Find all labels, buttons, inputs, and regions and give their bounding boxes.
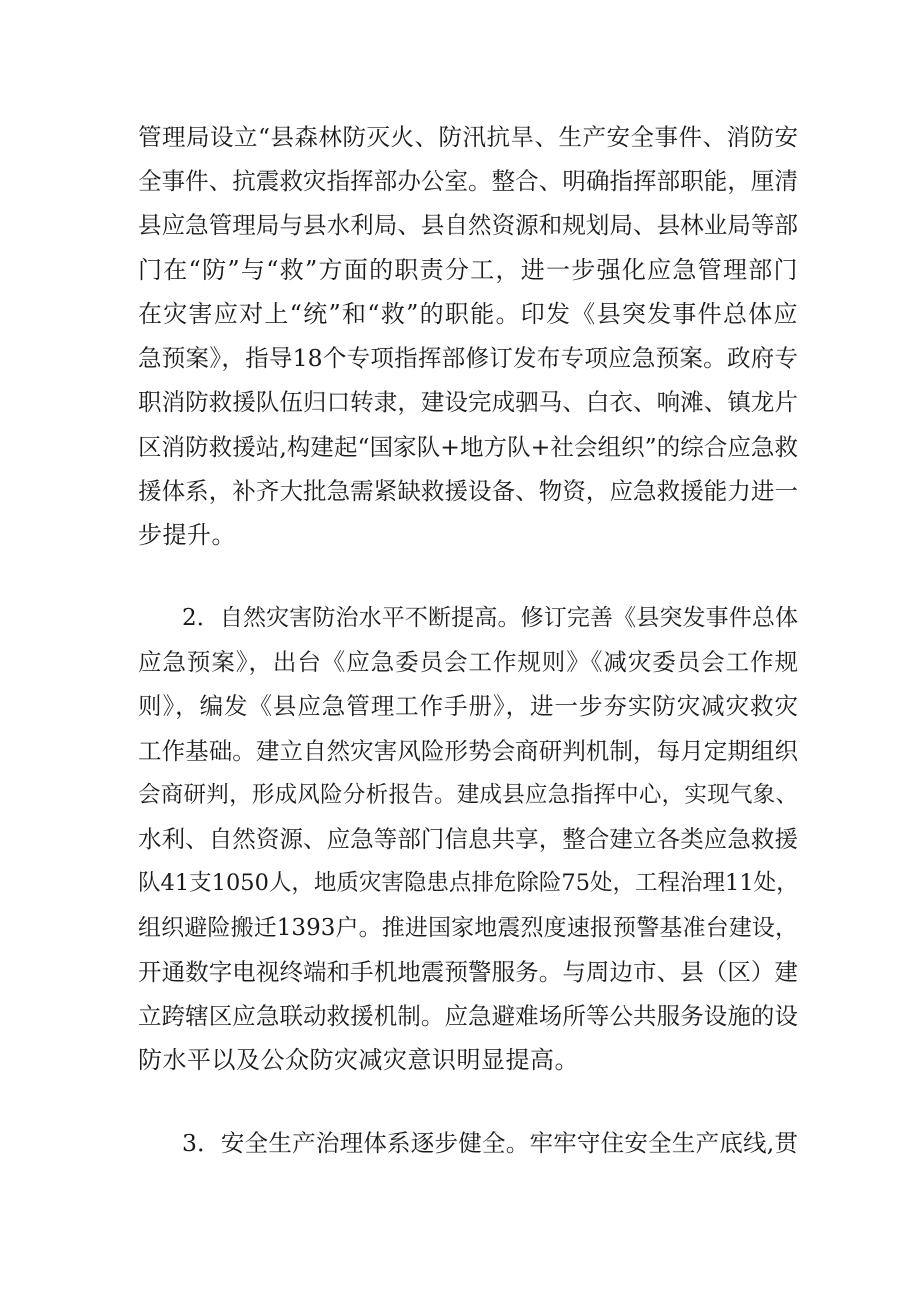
text-line: 急预案》，指导18个专项指挥部修订发布专项应急预案。政府专 (138, 344, 798, 372)
text-line: 区消防救援站,构建起“国家队+地方队+社会组织”的综合应急救 (138, 433, 798, 461)
text-line: 会商研判，形成风险分析报告。建成县应急指挥中心，实现气象、 (138, 782, 798, 808)
text-line: 门在“防”与“救”方面的职责分工，进一步强化应急管理部门 (138, 256, 798, 284)
text-line: 则》，编发《县应急管理工作手册》，进一步夯实防灾减灾救灾 (138, 692, 798, 720)
text-line: 开通数字电视终端和手机地震预警服务。与周边市、县（区）建 (138, 958, 798, 986)
text-line: 援体系，补齐大批急需紧缺救援设备、物资，应急救援能力进一 (138, 477, 798, 505)
text-line: 立跨辖区应急联动救援机制。应急避难场所等公共服务设施的设 (138, 1002, 798, 1030)
text-line: 管理局设立“县森林防灭火、防汛抗旱、生产安全事件、消防安 (138, 123, 798, 151)
text-line: 防水平以及公众防灾减灾意识明显提高。 (138, 1046, 579, 1074)
text-line: 3．安全生产治理体系逐步健全。牢牢守住安全生产底线,贯 (182, 1129, 798, 1157)
text-line: 全事件、抗震救灾指挥部办公室。整合、明确指挥部职能，厘清 (138, 167, 798, 195)
text-line: 应急预案》，出台《应急委员会工作规则》《减灾委员会工作规 (138, 648, 798, 676)
text-line: 队41支1050人，地质灾害隐患点排危除险75处，工程治理11处， (138, 870, 799, 896)
text-line: 2．自然灾害防治水平不断提高。修订完善《县突发事件总体 (182, 605, 798, 631)
text-line: 县应急管理局与县水利局、县自然资源和规划局、县林业局等部 (138, 211, 798, 239)
text-line: 在灾害应对上“统”和“救”的职能。印发《县突发事件总体应 (138, 300, 798, 328)
text-line: 组织避险搬迁1393户。推进国家地震烈度速报预警基准台建设， (138, 915, 798, 941)
text-line: 水利、自然资源、应急等部门信息共享，整合建立各类应急救援 (138, 825, 798, 853)
text-line: 工作基础。建立自然灾害风险形势会商研判机制，每月定期组织 (138, 737, 798, 765)
text-line: 职消防救援队伍归口转隶，建设完成驷马、白衣、响滩、镇龙片 (138, 388, 798, 416)
text-line: 步提升。 (138, 521, 236, 549)
